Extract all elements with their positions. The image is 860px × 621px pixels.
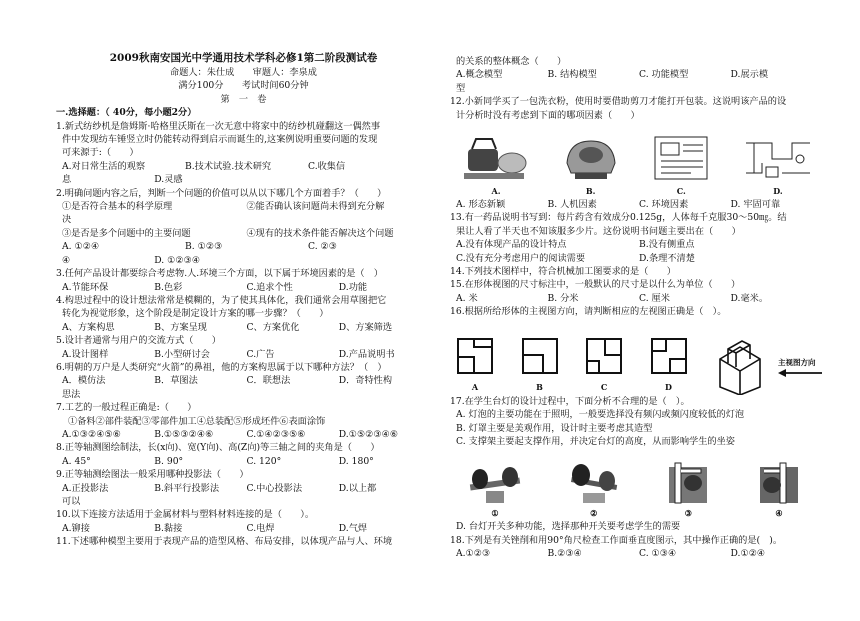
q17-figures: [450, 448, 822, 520]
option: A.①②③: [456, 548, 491, 560]
option: B.小型研讨会: [154, 348, 210, 360]
option: A.概念模型: [456, 69, 503, 81]
option: C.电焊: [246, 522, 275, 534]
option: A.铆接: [62, 522, 90, 534]
q17-figure-4: ④: [754, 459, 804, 520]
option: C.没有充分考虑用户的阅读需要: [456, 252, 586, 264]
option: B.黏接: [154, 522, 183, 534]
q16-figure-d: D: [650, 337, 688, 394]
right-column: 的关系的整体概念（ ） A.概念模型 B. 结构模型 C. 功能模型 D.展示模 型 12.小新同学买了一包洗衣粉，使用时要借助剪刀才能打开包装。这说明该产品的设 计分析时没有考虑到下面的哪项因素（ ） A. B. C. D. A. 形态新颖 B. 人机因素 C. 环境因素 D. 牢固可靠 13.有一药品说明书写到：每片药含有效成分0.125g，人体每千克服30～50㎎。结 果让人看了半天也不知该服多少片。这份说明书问题主要出在（ ） A.没有体现产品的设计特点 B.没有侧重点 C.没有充分考虑用户的阅读需要 D.条理不清楚 14.下列技术图样中，符合机械加工图要求的是（ ） 15.在形体视图的尺寸标注中，一般默认的尺寸是以什么为单位（ ） A. 米 B. 分米 C. 厘米 D.毫米。 16.根据所给形体的主视图方向，请判断相应的左视图正确是（ ）。 A B C D 主视图方向 17.在学生台灯的设计过程中，下面分析不合理的是（ ）。 A. 灯泡的主要功能在于照明，一般要选择没有频闪或频闪度较低的灯泡 B. 灯罩主要是美观作用，设计时主要考虑其造型 C. 支撑架主要起支撑作用，并决定台灯的高度，从而影响学生的坐姿 ① ② ③ ④ D. 台灯开关多种功能，选择那种开关要考虑学生的需要 18.下列是有关锉削和用90°角尺检查工作面垂直度图示，其中操作正确的是( )。 A.①②③ B.②③④ C. ①③④ D.①②④: [450, 55, 822, 561]
arrow-left-icon: [778, 369, 822, 377]
option: C. 环境因素: [639, 199, 689, 211]
option: A.设计图样: [62, 348, 109, 360]
option: D. 牢固可靠: [730, 199, 781, 211]
option: B.斜平行投影法: [154, 482, 220, 494]
volume-heading: 第 一 卷: [220, 93, 267, 105]
view-direction-label: 主视图方向: [778, 357, 816, 367]
q16-figure-a: A: [456, 337, 494, 394]
question-13: 13.有一药品说明书写到：每片药含有效成分0.125g，人体每千克服30～50㎎。结 果让人看了半天也不知该服多少片。这份说明书问题主要出在（ ） A.没有体现产品的设计特点 B.没有侧重点 C.没有充分考虑用户的阅读需要 D.条理不清楚: [450, 211, 822, 265]
q12-figure-b: B.: [561, 133, 621, 198]
question-1: 1.新式纺纱机是詹姆斯·哈格里沃斯在一次无意中将家中的纺纱机碰翻这一偶然事 件中发现纺车锤竖立时仍能转动得到启示而诞生的,这案例说明重要问题的发现 可来源于:（ ） A.对日常生活的观察 B.技术试验.技术研究 C.收集信 息 D.灵感: [56, 120, 431, 187]
q16-figure-c: C: [585, 337, 623, 394]
question-4: 4.构思过程中的设计想法常常是模糊的，为了使其具体化，我们通常会用草图把它 转化为视觉形象，这个阶段是制定设计方案的哪一步骤？（ ） A、方案构思 B、方案呈现 C、方案优化 D、方案筛选: [56, 294, 431, 334]
question-12: 12.小新同学买了一包洗衣粉，使用时要借助剪刀才能打开包装。这说明该产品的设 计分析时没有考虑到下面的哪项因素（ ） A. B. C. D. A. 形态新颖 B. 人机因素 C. 环境因素 D. 牢固可靠: [450, 95, 822, 211]
option: D、方案筛选: [338, 321, 393, 333]
option: D.气焊: [338, 522, 368, 534]
question-7: 7.工艺的一般过程正确是:（ ） ①备料②部件装配③零部件加工④总装配⑤形成坯件⑥表面涂饰 A.①③②④⑤⑥ B.①⑤③②④⑥ C.①④②③⑤⑥ D.①⑤②③④⑥: [56, 401, 431, 441]
q12-figure-c: C.: [651, 133, 711, 198]
option: D. ①②③④: [154, 254, 201, 266]
q16-figure-b: B: [521, 337, 559, 394]
option: D.功能: [338, 281, 368, 293]
option: A.没有体现产品的设计特点: [456, 239, 567, 251]
option: C．联想法: [246, 375, 291, 387]
option: A.正投影法: [62, 482, 109, 494]
q17-figure-2: ②: [565, 459, 623, 520]
option: B. 人机因素: [547, 199, 597, 211]
option: D.以上都: [338, 482, 377, 494]
option: C、方案优化: [246, 321, 300, 333]
question-15: 15.在形体视图的尺寸标注中，一般默认的尺寸是以什么为单位（ ） A. 米 B. 分米 C. 厘米 D.毫米。: [450, 278, 822, 305]
question-16: 16.根据所给形体的主视图方向，请判断相应的左视图正确是（ ）。 A B C D 主视图方向: [450, 305, 822, 394]
question-17: 17.在学生台灯的设计过程中，下面分析不合理的是（ ）。 A. 灯泡的主要功能在于照明，一般要选择没有频闪或频闪度较低的灯泡 B. 灯罩主要是美观作用，设计时主要考虑其造型 C. 支撑架主要起支撑作用，并决定台灯的高度，从而影响学生的坐姿 ① ② ③ ④ D. 台灯开关多种功能，选择那种开关要考虑学生的需要: [450, 395, 822, 534]
option: A. 米: [456, 292, 478, 304]
option: C.①④②③⑤⑥: [246, 428, 306, 440]
question-18: 18.下列是有关锉削和用90°角尺检查工作面垂直度图示，其中操作正确的是( )。 A.①②③ B.②③④ C. ①③④ D.①②④: [450, 534, 822, 561]
question-3: 3.任何产品设计都要综合考虑物.人.环境三个方面，以下属于环境因素的是（ ） A.节能环保 B.色彩 C.追求个性 D.功能: [56, 267, 431, 294]
option: B. 分米: [547, 292, 579, 304]
option: D.①⑤②③④⑥: [338, 428, 399, 440]
question-5: 5.设计者通常与用户的交流方式（ ） A.设计图样 B.小型研讨会 C.广告 D.产品说明书: [56, 334, 431, 361]
section-heading: 一.选择题：（ 40分，每小题2分）: [56, 107, 197, 119]
option: D.条理不清楚: [639, 252, 695, 264]
option: C. ①③④: [639, 548, 677, 560]
q17-figure-1: ①: [466, 459, 524, 520]
option: B. ①②③: [185, 241, 223, 253]
option: A、方案构思: [62, 321, 115, 333]
q16-isometric: [714, 339, 822, 395]
option: A. ①②④: [62, 241, 100, 253]
option: A.①③②④⑤⑥: [62, 428, 121, 440]
question-11: 11.下述哪种模型主要用于表现产品的造型风格、布局安排，以体现产品与人、环境: [56, 536, 393, 548]
option: C. 功能模型: [639, 69, 689, 81]
question-14: 14.下列技术图样中，符合机械加工图要求的是（ ）: [450, 266, 676, 278]
option: B. 90°: [154, 455, 184, 467]
question-9: 9.正等轴测绘图法一般采用哪种投影法（ ） A.正投影法 B.斜平行投影法 C.中心投影法 D.以上都 可以: [56, 468, 431, 508]
option: A.对日常生活的观察: [62, 160, 146, 172]
option: B. 结构模型: [547, 69, 597, 81]
question-10: 10.以下连接方法适用于金属材料与塑料材料连接的是（ ）。 A.铆接 B.黏接 C.电焊 D.气焊: [56, 508, 431, 535]
option: C.追求个性: [246, 281, 293, 293]
option: D. 180°: [338, 455, 374, 467]
question-6: 6.明朝的万户是人类研究“火箭”的鼻祖，他的方案构思属于以下哪种方法？（ ） A．模仿法 B．草图法 C．联想法 D．奇特性构 思法: [56, 361, 431, 401]
exam-title: 2009秋南安国光中学通用技术学科必修1第二阶段测试卷: [109, 52, 378, 64]
authors-line: 命题人：朱仕成 审题人：李泉成: [170, 67, 317, 78]
question-2: 2.明确问题内容之后，判断一个问题的价值可以从以下哪几个方面着手？（ ） ①是否符合基本的科学原理 ②能否确认该问题尚未得到充分解 决 ③是否是多个问题中的主要问题 ④现有的技术条件能否解决这个问题 A. ①②④ B. ①②③ C. ②③ ④ D. ①②③④: [56, 187, 431, 267]
left-column: [56, 0, 431, 549]
question-11-cont: 的关系的整体概念（ ）: [456, 56, 567, 67]
option: C. ②③: [308, 241, 338, 253]
option: C. 厘米: [639, 292, 670, 304]
option: 息: [62, 174, 72, 186]
option: D.毫米。: [730, 292, 769, 304]
option: C.中心投影法: [246, 482, 303, 494]
question-8: 8.正等轴测图绘制法，长(x向)、宽(Y向)、高(Z向)等三轴之间的夹角是（ ） A. 45° B. 90° C. 120° D. 180°: [56, 441, 431, 468]
option: B．草图法: [154, 375, 198, 387]
option: D.产品说明书: [338, 348, 395, 360]
q16-figures: [450, 319, 822, 395]
option: B.色彩: [154, 281, 183, 293]
option: B、方案呈现: [154, 321, 207, 333]
q12-figure-d: D.: [742, 133, 814, 198]
meta-line: 满分100分 考试时间60分钟: [178, 80, 309, 92]
q12-figures: [450, 122, 822, 198]
option: A.节能环保: [62, 281, 109, 293]
option: B.技术试验.技术研究: [185, 160, 272, 172]
option: C.收集信: [308, 160, 346, 172]
option: A. 45°: [62, 455, 91, 467]
option: D.展示模: [730, 69, 769, 81]
option: B.没有侧重点: [639, 239, 695, 251]
option: D.①②④: [730, 548, 766, 560]
q17-figure-3: ③: [663, 459, 713, 520]
option: A．模仿法: [62, 375, 106, 387]
option: D.灵感: [154, 174, 183, 186]
option: C.广告: [246, 348, 275, 360]
option: B.①⑤③②④⑥: [154, 428, 214, 440]
q12-figure-a: A.: [462, 133, 530, 198]
option: C. 120°: [246, 455, 282, 467]
option: A. 形态新颖: [456, 199, 506, 211]
option: ④: [62, 254, 71, 266]
option: D．奇特性构: [338, 375, 393, 387]
option: B.②③④: [547, 548, 582, 560]
